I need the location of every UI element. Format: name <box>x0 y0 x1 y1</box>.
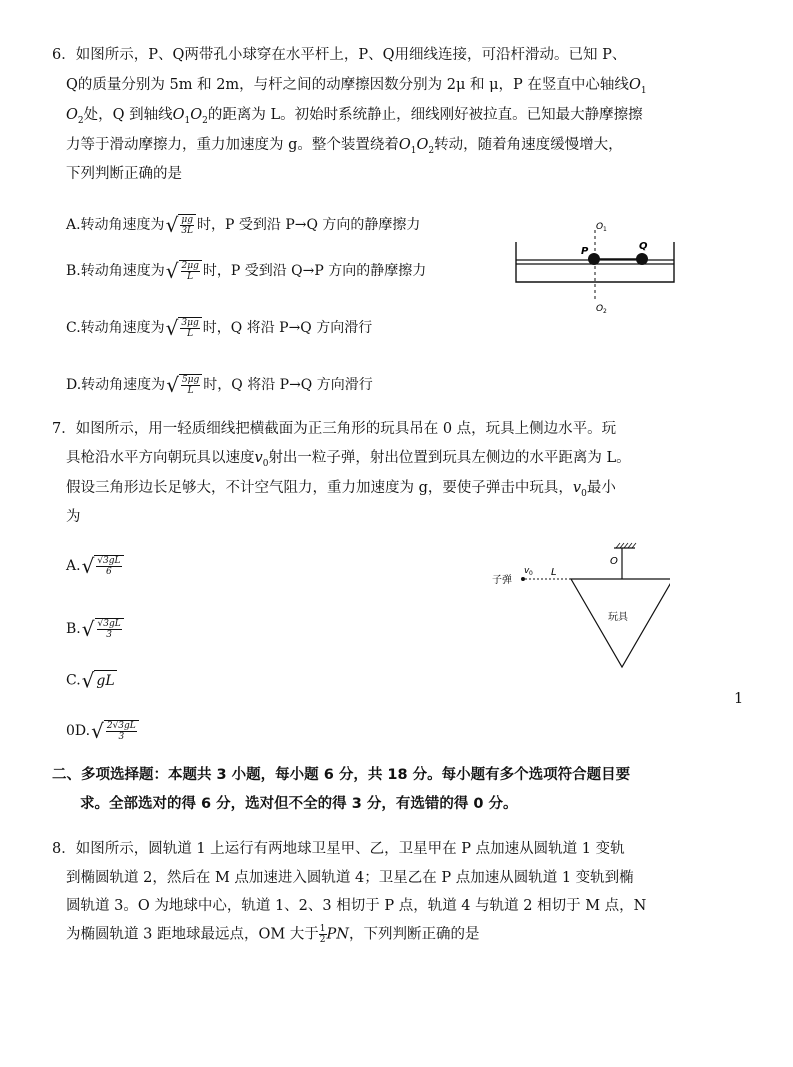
q7-option-d-label: 0D. <box>66 723 91 739</box>
q6-label-p: P <box>581 246 589 257</box>
q6-line-3 <box>66 105 643 131</box>
q6-label-q: Q <box>639 241 648 252</box>
q7-line-2-v: v <box>254 450 263 466</box>
q7-label-v-sub: 0 <box>529 570 533 577</box>
q6-option-b-pre: B.转动角速度为 <box>66 263 165 279</box>
q6-line-3-sub1: 2 <box>77 115 84 126</box>
q7-line-2b: 射出一粒子弹，射出位置到玩具左侧边的水平距离为 L。 <box>268 450 631 466</box>
q8-line-3: 圆轨道 3。O 为地球中心，轨道 1、2、3 相切于 P 点，轨道 4 与轨道 2 相切于 M 点，N <box>66 898 647 914</box>
q6-line-2-text: Q的质量分别为 5m 和 2m，与杆之间的动摩擦因数分别为 2μ 和 μ，P 在竖直中心轴线 <box>66 77 629 93</box>
q7-b-den: 3 <box>106 630 112 640</box>
q6-ball-p <box>588 253 600 265</box>
q7-c-body: gL <box>94 670 116 691</box>
q6-line-3-mid: 处，Q 到轴线 <box>83 107 173 123</box>
q6-label-o1: O <box>596 222 604 232</box>
q7-label-l: L <box>551 567 557 578</box>
q6-line-3-sym3: O <box>190 107 203 123</box>
q6-c-den: L <box>187 329 194 339</box>
q7-option-c-label: C. <box>66 672 81 689</box>
q6-label-o1-sub: 1 <box>603 226 607 233</box>
q7-option-a <box>66 555 125 577</box>
q7-option-b <box>66 618 125 640</box>
q7-line-2-sub: 0 <box>262 458 269 469</box>
q7-option-d <box>66 720 140 742</box>
q7-d-num: 2√3gL <box>106 721 136 731</box>
q7-figure <box>490 540 670 670</box>
q6-line-4-sym1: O <box>398 137 411 153</box>
q7-option-a-label: A. <box>66 558 81 574</box>
q6-d-den: L <box>187 386 194 396</box>
sqrt-symbol: √ gL <box>81 668 115 693</box>
q6-line-3-sub3: 2 <box>202 115 208 126</box>
q6-a-den: 3L <box>181 226 194 236</box>
q8-line-2: 到椭圆轨道 2，然后在 M 点加速进入圆轨道 4；卫星乙在 P 点加速从圆轨道 1 变轨到椭 <box>66 870 634 886</box>
q6-line-4 <box>66 135 623 161</box>
q7-b-num: √3gL <box>97 619 121 629</box>
q7-line-3-end: 最小 <box>586 480 616 496</box>
sqrt-symbol: √ $\frac{2\mu g}{L}$ <box>166 260 202 282</box>
q6-option-d <box>66 374 373 396</box>
q7-bullet <box>521 577 525 581</box>
page-number: 1 <box>734 691 744 707</box>
q7-option-b-label: B. <box>66 621 81 637</box>
q7-ceiling-hatch <box>616 543 636 548</box>
q7-line-3 <box>66 478 616 504</box>
q7-line-3-v: v <box>572 480 582 496</box>
q6-b-den: L <box>187 272 194 282</box>
q7-label-bullet: 子弹 <box>492 575 512 586</box>
q7-label-o: O <box>610 556 618 567</box>
q7-line-3-sub: 0 <box>581 488 587 499</box>
q6-line-2-sub: 1 <box>640 85 647 96</box>
q7-line-2a: 具枪沿水平方向朝玩具以速度 <box>66 450 255 466</box>
q6-label-o2-sub: 2 <box>603 308 607 315</box>
q6-option-a <box>66 214 420 236</box>
q7-toy-triangle <box>571 579 670 667</box>
q6-option-a-pre: A.转动角速度为 <box>66 217 165 233</box>
q7-line-3-text: 假设三角形边长足够大，不计空气阻力，重力加速度为 g，要使子弹击中玩具， <box>66 480 573 496</box>
q6-a-num: μg <box>181 215 193 225</box>
q7-option-c <box>66 670 118 691</box>
q6-line-1: 6．如图所示，P、Q两带孔小球穿在水平杆上，P、Q用细线连接，可沿杆滑动。已知 P、 <box>52 47 627 63</box>
q6-line-2 <box>66 75 647 101</box>
sqrt-symbol: √ $\frac{√3gL}{3}$ <box>82 618 124 640</box>
q6-option-d-post: 时，Q 将沿 P→Q 方向滑行 <box>203 377 373 393</box>
q7-a-den: 6 <box>106 567 112 577</box>
q8-fraction <box>319 924 327 945</box>
q6-line-3-sym2: O <box>172 107 185 123</box>
q6-line-4a: 力等于滑动摩擦力，重力加速度为 g。整个装置绕着 <box>66 137 399 153</box>
q8-pn: PN <box>326 926 349 943</box>
q8-frac-num: 1 <box>319 924 326 934</box>
q8-line-4b: ，下列判断正确的是 <box>348 926 480 943</box>
q7-d-den: 3 <box>118 732 125 742</box>
q6-option-d-pre: D.转动角速度为 <box>66 377 166 393</box>
q8-frac-den: 2 <box>319 935 326 945</box>
q7-line-4: 为 <box>66 509 81 525</box>
q7-line-2 <box>66 448 631 474</box>
q6-line-4-sub2: 2 <box>428 145 435 156</box>
q6-line-4-sub1: 1 <box>410 145 417 156</box>
sqrt-symbol: √ $\frac{3\mu g}{L}$ <box>166 317 202 339</box>
q6-d-num: 5μg <box>181 375 200 385</box>
q7-line-1: 7．如图所示，用一轻质细线把横截面为正三角形的玩具吊在 0 点，玩具上侧边水平。玩 <box>52 421 617 437</box>
q7-label-v: v <box>524 566 530 576</box>
section2-line-1: 二、多项选择题：本题共 3 小题，每小题 6 分，共 18 分。每小题有多个选项符合题目要 <box>52 767 631 783</box>
q6-ball-q <box>636 253 648 265</box>
q6-line-3-end: 的距离为 L。初始时系统静止，细线刚好被拉直。已知最大静摩擦擦 <box>207 107 643 123</box>
q6-figure <box>508 212 683 317</box>
q6-option-b <box>66 260 426 282</box>
sqrt-symbol: √ $\frac{2√3gL}{3}$ <box>91 720 139 742</box>
section2-line-2: 求。全部选对的得 6 分，选对但不全的得 3 分，有选错的得 0 分。 <box>80 796 518 812</box>
q6-line-2-sym: O <box>628 77 641 93</box>
q6-option-c <box>66 317 372 339</box>
q6-option-a-post: 时，P 受到沿 P→Q 方向的静摩擦力 <box>197 217 421 233</box>
q6-option-c-pre: C.转动角速度为 <box>66 320 165 336</box>
q6-option-c-post: 时，Q 将沿 P→Q 方向滑行 <box>202 320 373 336</box>
q6-line-4-sym2: O <box>416 137 429 153</box>
q6-line-3-sub2: 1 <box>184 115 191 126</box>
q7-a-num: √3gL <box>97 556 121 566</box>
sqrt-symbol: √ $\frac{\mu g}{3L}$ <box>166 214 196 236</box>
q6-line-3-sym1: O <box>66 107 78 123</box>
q6-line-5: 下列判断正确的是 <box>66 166 182 182</box>
q6-b-num: 2μg <box>181 261 199 271</box>
sqrt-symbol: √ $\frac{5\mu g}{L}$ <box>166 374 202 396</box>
q8-line-1: 8．如图所示，圆轨道 1 上运行有两地球卫星甲、乙，卫星甲在 P 点加速从圆轨道 1 变轨 <box>52 841 625 857</box>
sqrt-symbol: √ $\frac{√3gL}{6}$ <box>82 555 124 577</box>
q6-line-4b: 转动，随着角速度缓慢增大， <box>434 137 623 153</box>
q8-line-4 <box>66 924 479 945</box>
q6-option-b-post: 时，P 受到沿 Q→P 方向的静摩擦力 <box>202 263 427 279</box>
q7-label-toy: 玩具 <box>608 612 628 623</box>
q6-label-o2: O <box>596 304 604 314</box>
q6-c-num: 3μg <box>181 318 199 328</box>
q8-line-4a: 为椭圆轨道 3 距地球最远点，OM 大于 <box>66 926 319 943</box>
